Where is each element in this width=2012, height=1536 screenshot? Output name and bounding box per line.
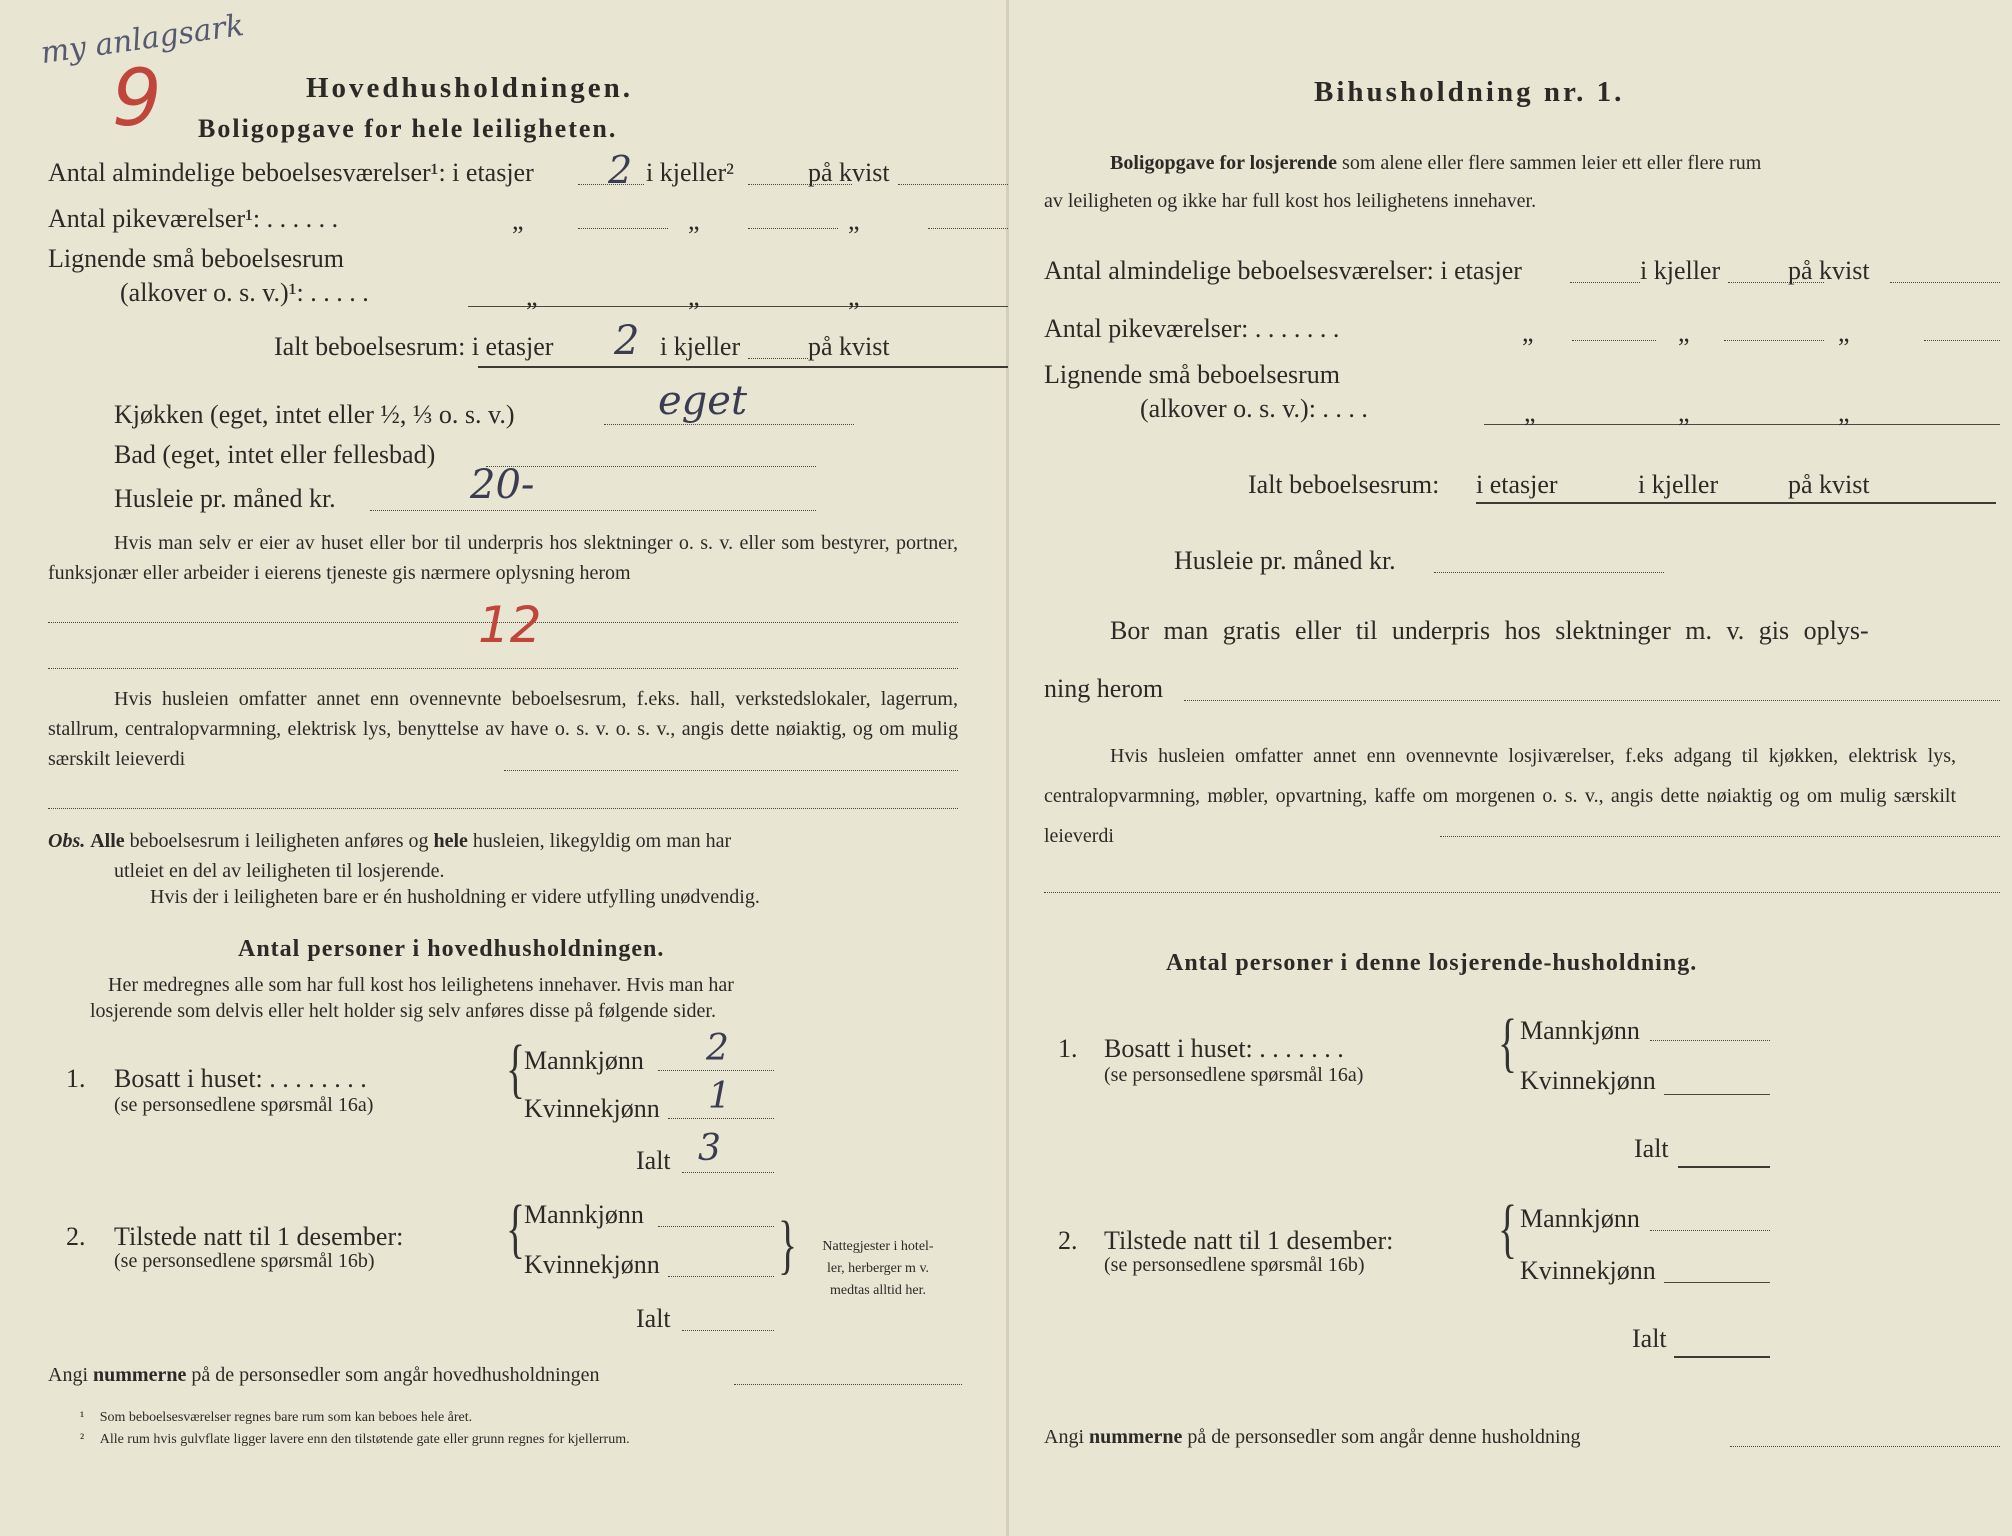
- overnight-note-c: medtas alltid her.: [829, 1283, 927, 1298]
- q1-male-label: Mannkjønn: [524, 1046, 644, 1075]
- r-q1-label: Bosatt i huset: . . . . . . .: [1104, 1034, 1344, 1063]
- top-note-handwriting: my anlagsark: [38, 7, 247, 72]
- angi-b: nummerne: [93, 1364, 187, 1386]
- r-angi-c: på de personsedler som angår denne husholdning: [1187, 1426, 1581, 1448]
- bath-label: Bad (eget, intet eller fellesbad): [114, 440, 436, 469]
- maid-etasjer-field[interactable]: [578, 228, 668, 229]
- q1-number: 1.: [66, 1064, 86, 1093]
- r-maid-etasjer-field[interactable]: [1572, 340, 1656, 341]
- right-intro-1: [1110, 152, 1761, 175]
- left-subtitle: Boligopgave for hele leiligheten.: [198, 114, 618, 143]
- r-rooms-kjeller-label: i kjeller: [1640, 256, 1721, 285]
- r-q1-total-field[interactable]: [1678, 1166, 1770, 1168]
- owner-note: Hvis man selv er eier av huset eller bor til underpris hos slektninger o. s. v. eller som bestyrer, portner, funksjonær eller arbeider i eierens tjeneste gis nærmere oplysning herom: [48, 532, 958, 584]
- r-q1-sublabel: (se personsedlene spørsmål 16a): [1104, 1064, 1364, 1086]
- r-total-etasjer-label: i etasjer: [1476, 470, 1558, 499]
- r-q1-female-label: Kvinnekjønn: [1520, 1066, 1656, 1095]
- obs-label: Obs.: [48, 830, 86, 852]
- obs-line-2: utleiet en del av leiligheten til losjerende.: [114, 860, 445, 882]
- ditto-mark: „: [688, 206, 700, 235]
- footnote-2: [80, 1432, 630, 1448]
- q2-sublabel: (se personsedlene spørsmål 16b): [114, 1250, 375, 1272]
- fn1-mark: ¹: [80, 1410, 85, 1425]
- alcove-etasjer-field[interactable]: [468, 306, 1008, 307]
- main-household-column: [48, 0, 968, 1536]
- rooms-kvist-label: på kvist: [808, 158, 890, 187]
- obs-line-3: Hvis der i leiligheten bare er én husholdning er videre utfylling unødvendig.: [150, 886, 760, 908]
- rooms-kjeller-label: i kjeller²: [646, 158, 734, 187]
- total-rooms-label: Ialt beboelsesrum: i etasjer: [274, 332, 554, 361]
- r-q1-male-label: Mannkjønn: [1520, 1016, 1640, 1045]
- overnight-note-b: ler, herberger m v.: [826, 1261, 930, 1276]
- ditto-mark: „: [1678, 398, 1690, 427]
- r-q1-brace: {: [1498, 1006, 1518, 1079]
- rent-includes-field-1[interactable]: [504, 770, 958, 771]
- q1-brace: {: [506, 1032, 526, 1105]
- kitchen-value: eget: [658, 378, 748, 424]
- big-red-number: 9: [112, 54, 162, 144]
- r-alcove-label-a: Lignende små beboelsesrum: [1044, 360, 1341, 389]
- r-gratis-line-1: Bor man gratis eller til underpris hos slektninger m. v. gis oplys-: [1110, 616, 1869, 645]
- right-intro-2: av leiligheten og ikke har full kost hos leilighetens innehaver.: [1044, 190, 1537, 212]
- persons-intro-2: losjerende som delvis eller helt holder sig selv anføres disse på følgende sider.: [90, 1000, 716, 1022]
- kitchen-field[interactable]: [604, 424, 854, 425]
- maid-kvist-field[interactable]: [928, 228, 1008, 229]
- rooms-row-label: Antal almindelige beboelsesværelser¹: i etasjer: [48, 158, 534, 187]
- ditto-mark: „: [1838, 318, 1850, 347]
- q1-female-field[interactable]: [668, 1118, 774, 1119]
- footnote-1: [80, 1410, 472, 1426]
- q2-right-brace: }: [778, 1208, 798, 1281]
- obs-text-2: husleien, likegyldig om man har: [472, 830, 732, 852]
- q1-label: Bosatt i huset: . . . . . . . .: [114, 1064, 367, 1093]
- q2-brace: {: [506, 1192, 526, 1265]
- q1-female-value: 1: [708, 1076, 731, 1117]
- r-gratis-line-2: ning herom: [1044, 674, 1164, 703]
- alcove-label-b: (alkover o. s. v.)¹: . . . . .: [120, 278, 369, 307]
- total-kjeller-label: i kjeller: [660, 332, 741, 361]
- r-q2-total-label: Ialt: [1632, 1324, 1667, 1353]
- total-etasjer-value: 2: [614, 318, 640, 364]
- q1-male-value: 2: [706, 1028, 729, 1069]
- r-persons-title: Antal personer i denne losjerende-husholdning.: [1166, 950, 1698, 976]
- q2-label: Tilstede natt til 1 desember:: [114, 1222, 404, 1251]
- r-maid-label: Antal pikeværelser: . . . . . . .: [1044, 314, 1340, 343]
- q1-male-field[interactable]: [658, 1070, 774, 1071]
- circled-red-number: 12: [478, 596, 542, 654]
- overnight-note-a: Nattegjester i hotel-: [822, 1239, 934, 1254]
- rent-includes-field-2[interactable]: [48, 808, 958, 809]
- angi-line: [48, 1364, 600, 1387]
- right-intro-rest: som alene eller flere sammen leier ett eller flere rum: [1342, 152, 1762, 174]
- r-q1-number: 1.: [1058, 1034, 1078, 1063]
- r-rent-includes-field-2[interactable]: [1044, 892, 2000, 893]
- r-total-kvist-label: på kvist: [1788, 470, 1870, 499]
- r-q2-female-label: Kvinnekjønn: [1520, 1256, 1656, 1285]
- owner-note-field-2[interactable]: [48, 668, 958, 669]
- total-underline: [478, 366, 1008, 368]
- bath-field[interactable]: [486, 466, 816, 467]
- overnight-note: [796, 1236, 960, 1302]
- r-rent-field[interactable]: [1434, 572, 1664, 573]
- fn1-text: Som beboelsesværelser regnes bare rum som kan beboes hele året.: [99, 1410, 473, 1425]
- ditto-mark: „: [1522, 318, 1534, 347]
- rent-field[interactable]: [370, 510, 816, 511]
- r-q2-total-field[interactable]: [1674, 1356, 1770, 1358]
- r-q2-male-field[interactable]: [1650, 1230, 1770, 1231]
- q1-female-label: Kvinnekjønn: [524, 1094, 660, 1123]
- ditto-mark: „: [1838, 398, 1850, 427]
- fn2-text: Alle rum hvis gulvflate ligger lavere enn den tilstøtende gate eller grunn regnes for kjellerrum.: [99, 1432, 630, 1447]
- r-rooms-kvist-label: på kvist: [1788, 256, 1870, 285]
- r-maid-kvist-field[interactable]: [1924, 340, 2000, 341]
- right-title: Bihusholdning nr. 1.: [1314, 76, 1625, 108]
- q2-number: 2.: [66, 1222, 86, 1251]
- rent-value: 20-: [470, 462, 535, 508]
- fn2-mark: ²: [80, 1432, 85, 1447]
- page-fold: [1006, 0, 1009, 1536]
- q2-female-label: Kvinnekjønn: [524, 1250, 660, 1279]
- rooms-etasjer-value: 2: [608, 148, 633, 192]
- r-angi-line: [1044, 1426, 1581, 1449]
- q2-female-field[interactable]: [668, 1276, 774, 1277]
- r-q2-number: 2.: [1058, 1226, 1078, 1255]
- angi-field[interactable]: [734, 1384, 962, 1385]
- q1-total-field[interactable]: [682, 1172, 774, 1173]
- left-title: Hovedhusholdningen.: [306, 72, 633, 104]
- ditto-mark: „: [1524, 398, 1536, 427]
- r-q1-female-field[interactable]: [1664, 1094, 1770, 1095]
- angi-a: Angi: [48, 1364, 88, 1386]
- r-angi-a: Angi: [1044, 1426, 1084, 1448]
- kitchen-label: Kjøkken (eget, intet eller ½, ⅓ o. s. v.): [114, 400, 515, 429]
- total-kjeller-field[interactable]: [748, 358, 808, 359]
- obs-text-1: beboelsesrum i leiligheten anføres og: [129, 830, 429, 852]
- lodger-household-column: [1044, 0, 1964, 1536]
- ditto-mark: „: [512, 206, 524, 235]
- right-intro-bold: Boligopgave for losjerende: [1110, 152, 1338, 174]
- ditto-mark: „: [688, 282, 700, 311]
- r-total-underline: [1476, 502, 1996, 504]
- persons-intro-1: Her medregnes alle som har full kost hos leilighetens innehaver. Hvis man har: [108, 974, 734, 996]
- r-rent-includes-field-1[interactable]: [1440, 836, 2000, 837]
- rent-includes-note: Hvis husleien omfatter annet enn ovennevnte beboelsesrum, f.eks. hall, verkstedslokaler, lagerrum, stallrum, centralopvarmning, elektrisk lys, benyttelse av have o. s. v. o. s. v., angis dette nøiaktig, og om mulig særskilt leieverdi: [48, 688, 958, 770]
- obs-line-1: [48, 830, 731, 853]
- r-rooms-kvist-field[interactable]: [1890, 282, 2000, 283]
- maid-rooms-label: Antal pikeværelser¹: . . . . . .: [48, 204, 339, 233]
- q1-sublabel: (se personsedlene spørsmål 16a): [114, 1094, 374, 1116]
- angi-c: på de personsedler som angår hovedhusholdningen: [191, 1364, 600, 1386]
- rent-label: Husleie pr. måned kr.: [114, 484, 336, 513]
- r-rent-includes-note: Hvis husleien omfatter annet enn ovennevnte losjiværelser, f.eks adgang til kjøkken, elektrisk lys, centralopvarmning, møbler, opvartning, kaffe om morgenen o. s. v., angis dette nøiaktig og om mulig særskilt leieverdi: [1044, 745, 1956, 847]
- q2-total-label: Ialt: [636, 1304, 671, 1333]
- obs-alle: Alle: [90, 830, 125, 852]
- r-rent-label: Husleie pr. måned kr.: [1174, 546, 1396, 575]
- obs-hele: hele: [433, 830, 468, 852]
- ditto-mark: „: [1678, 318, 1690, 347]
- q1-total-value: 3: [698, 1128, 721, 1169]
- r-q1-total-label: Ialt: [1634, 1134, 1669, 1163]
- maid-kjeller-field[interactable]: [748, 228, 838, 229]
- r-maid-kjeller-field[interactable]: [1724, 340, 1824, 341]
- r-rooms-label: Antal almindelige beboelsesværelser: i etasjer: [1044, 256, 1522, 285]
- r-q2-label: Tilstede natt til 1 desember:: [1104, 1226, 1394, 1255]
- ditto-mark: „: [526, 282, 538, 311]
- r-total-kjeller-label: i kjeller: [1638, 470, 1719, 499]
- r-q1-male-field[interactable]: [1650, 1040, 1770, 1041]
- r-alcove-label-b: (alkover o. s. v.): . . . .: [1140, 394, 1368, 423]
- q1-total-label: Ialt: [636, 1146, 671, 1175]
- r-total-label: Ialt beboelsesrum:: [1248, 470, 1440, 499]
- q2-male-label: Mannkjønn: [524, 1200, 644, 1229]
- alcove-label-a: Lignende små beboelsesrum: [48, 244, 345, 273]
- r-q2-female-field[interactable]: [1664, 1282, 1770, 1283]
- r-gratis-field[interactable]: [1184, 700, 2000, 701]
- r-angi-field[interactable]: [1730, 1446, 2000, 1447]
- rooms-kvist-field[interactable]: [898, 184, 1008, 185]
- r-angi-b: nummerne: [1089, 1426, 1183, 1448]
- r-rooms-etasjer-field[interactable]: [1570, 282, 1640, 283]
- r-q2-male-label: Mannkjønn: [1520, 1204, 1640, 1233]
- q2-male-field[interactable]: [658, 1226, 774, 1227]
- r-alcove-field[interactable]: [1484, 424, 2000, 425]
- total-kvist-label: på kvist: [808, 332, 890, 361]
- r-q2-brace: {: [1498, 1192, 1518, 1265]
- ditto-mark: „: [848, 282, 860, 311]
- r-q2-sublabel: (se personsedlene spørsmål 16b): [1104, 1254, 1365, 1276]
- q2-total-field[interactable]: [682, 1330, 774, 1331]
- ditto-mark: „: [848, 206, 860, 235]
- persons-title: Antal personer i hovedhusholdningen.: [238, 936, 665, 962]
